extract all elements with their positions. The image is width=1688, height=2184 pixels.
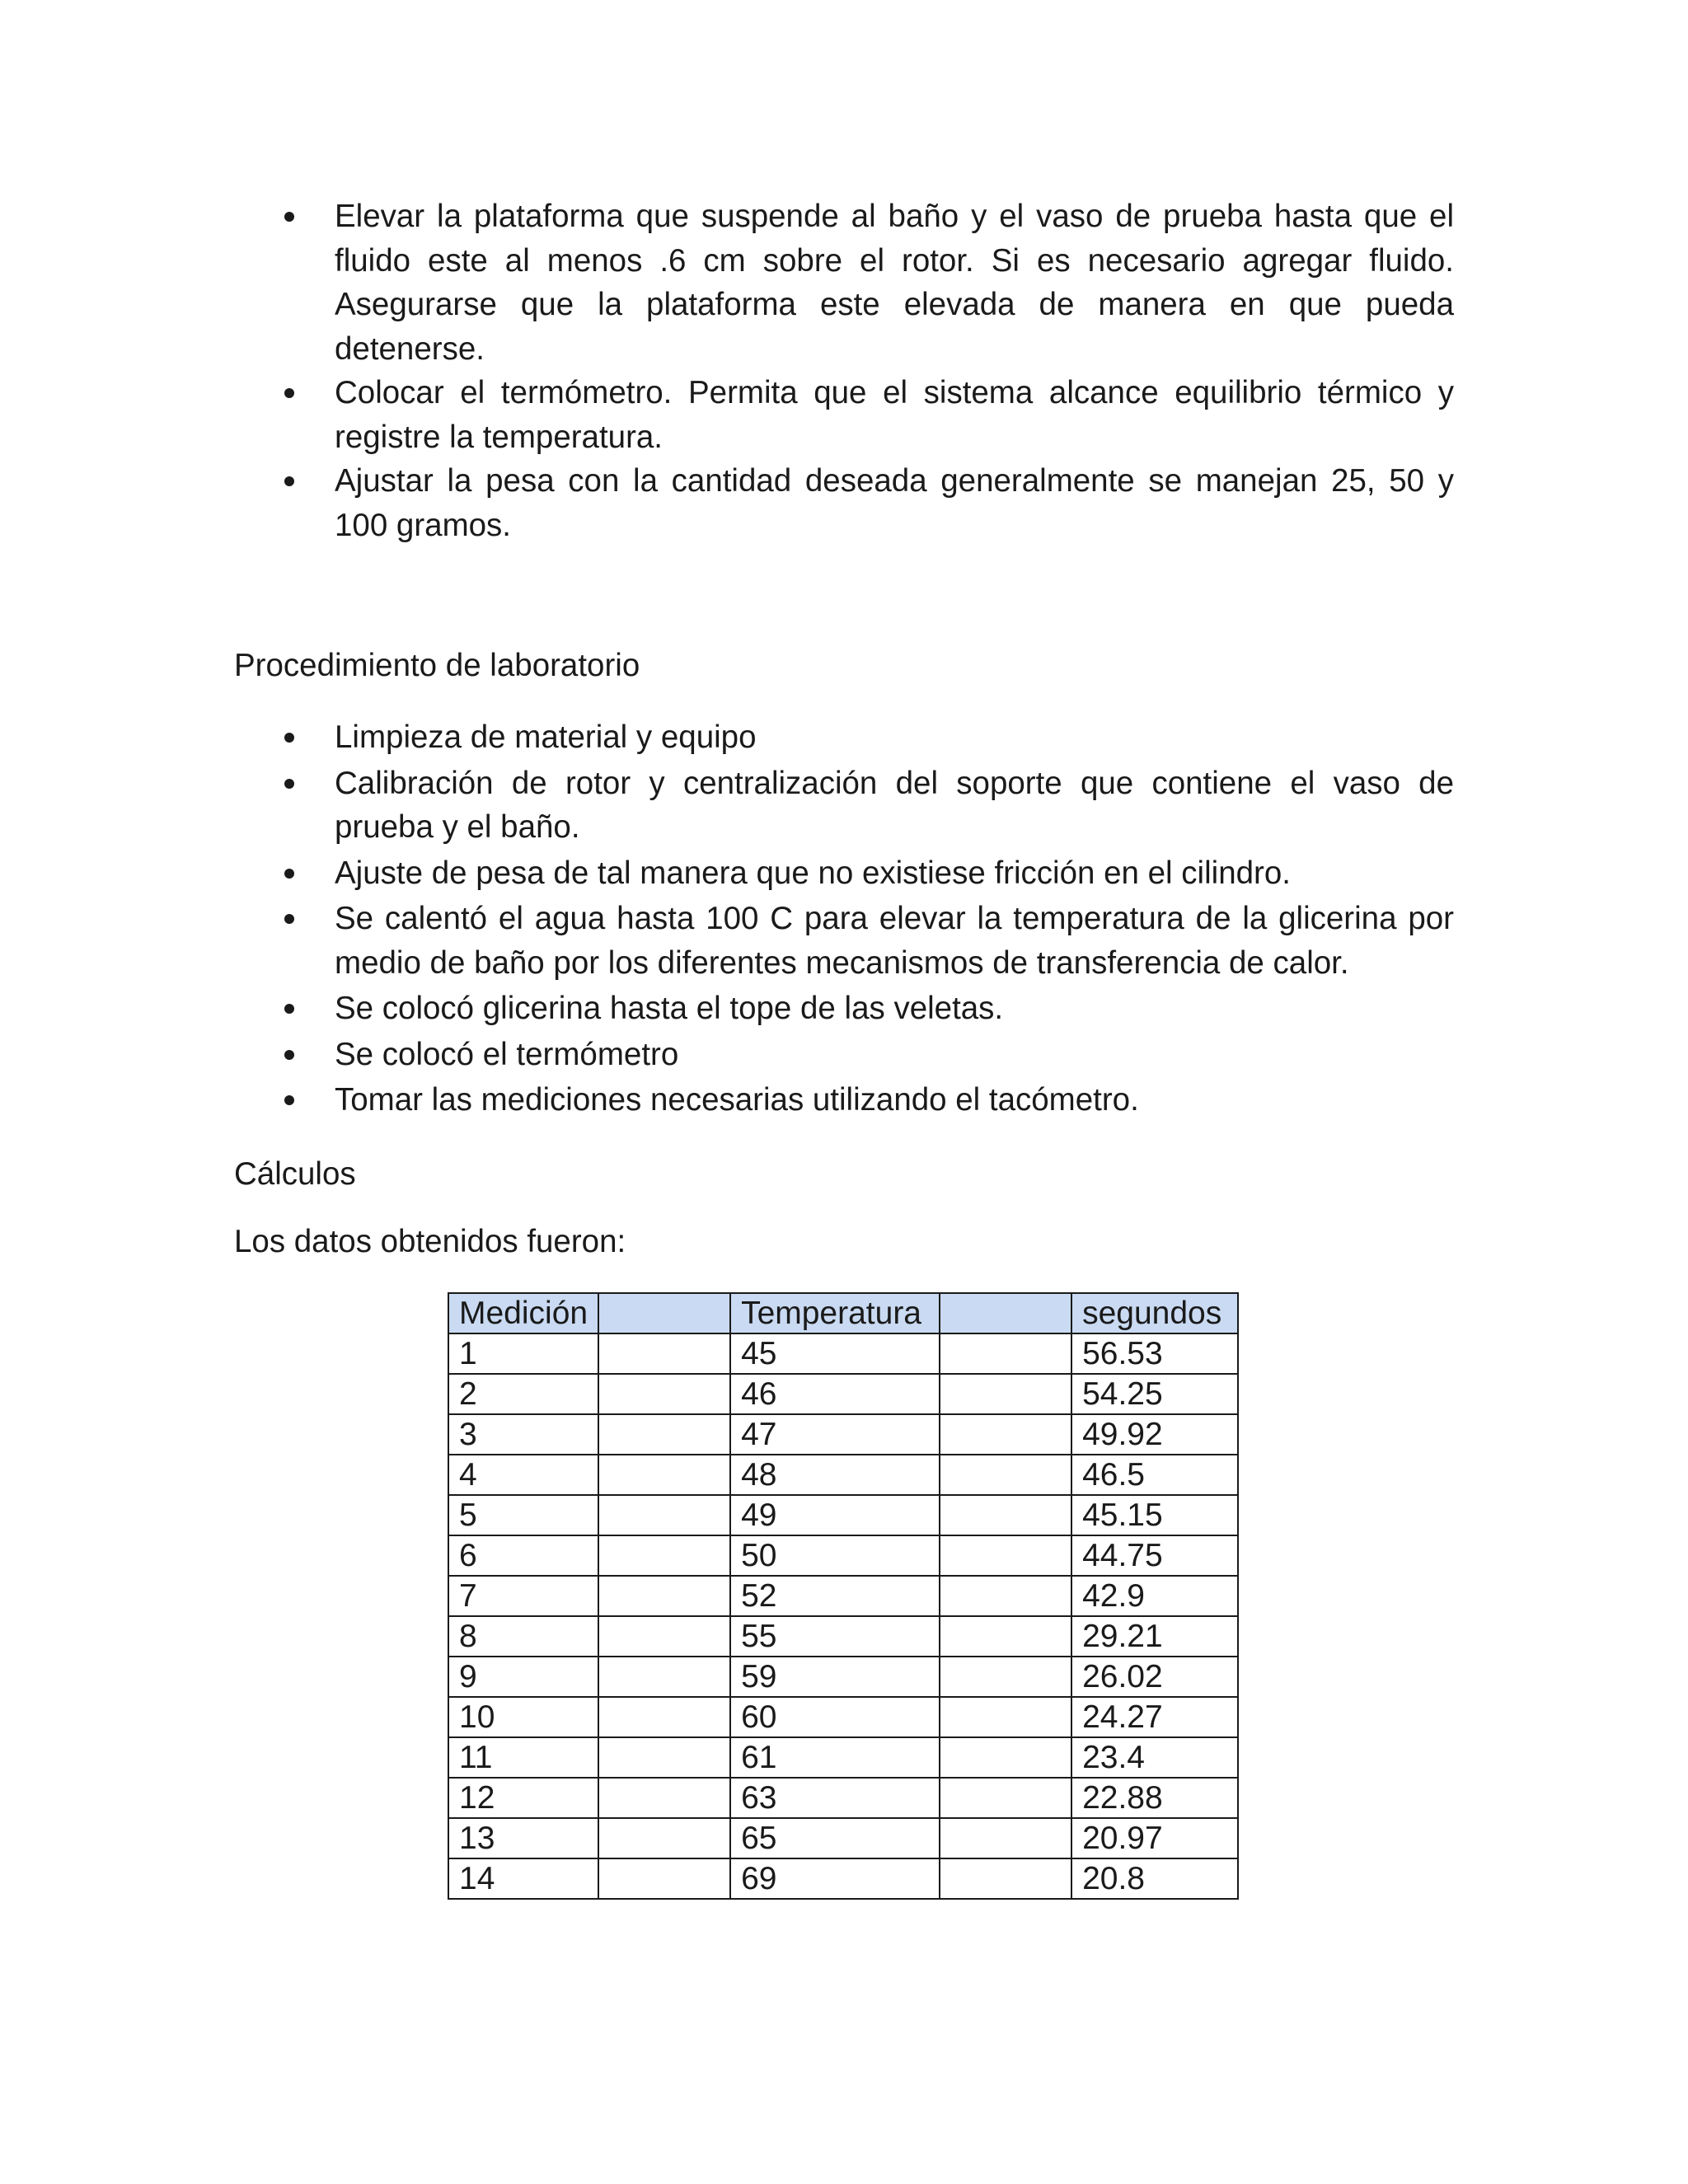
list-item [284, 851, 1454, 896]
cell-temperatura: 49 [730, 1495, 940, 1535]
cell-segundos: 44.75 [1071, 1535, 1238, 1576]
list-item-text: Se colocó el termómetro [335, 1036, 679, 1072]
cell-blank [598, 1616, 730, 1657]
list-item [284, 1078, 1454, 1122]
table-row [448, 1778, 1238, 1818]
header-segundos: segundos [1071, 1293, 1238, 1333]
list-item-text: Ajustar la pesa con la cantidad deseada generalmente se manejan 25, 50 y 100 gramos. [335, 463, 1454, 543]
bullet-icon [284, 914, 294, 924]
cell-medicion: 3 [448, 1414, 598, 1455]
cell-medicion: 11 [448, 1737, 598, 1778]
cell-blank [598, 1576, 730, 1616]
setup-steps-list [284, 194, 1454, 547]
header-blank [940, 1293, 1071, 1333]
bullet-icon [284, 476, 294, 486]
list-item [284, 459, 1454, 547]
cell-segundos: 20.97 [1071, 1818, 1238, 1858]
table-row [448, 1818, 1238, 1858]
cell-segundos: 23.4 [1071, 1737, 1238, 1778]
cell-blank [598, 1414, 730, 1455]
bullet-icon [284, 1095, 294, 1105]
cell-blank [940, 1778, 1071, 1818]
list-item-text: Calibración de rotor y centralización del soporte que contiene el vaso de prueba y el baño. [335, 765, 1454, 845]
cell-medicion: 7 [448, 1576, 598, 1616]
table-row [448, 1333, 1238, 1374]
cell-medicion: 8 [448, 1616, 598, 1657]
list-item [284, 762, 1454, 850]
bullet-icon [284, 733, 294, 743]
header-medicion: Medición [448, 1293, 598, 1333]
cell-temperatura: 59 [730, 1657, 940, 1697]
cell-blank [940, 1414, 1071, 1455]
cell-blank [598, 1778, 730, 1818]
cell-temperatura: 63 [730, 1778, 940, 1818]
cell-blank [598, 1333, 730, 1374]
list-item [284, 897, 1454, 985]
table-row [448, 1374, 1238, 1414]
cell-medicion: 13 [448, 1818, 598, 1858]
cell-temperatura: 52 [730, 1576, 940, 1616]
bullet-icon [284, 1004, 294, 1014]
table-row [448, 1576, 1238, 1616]
cell-segundos: 54.25 [1071, 1374, 1238, 1414]
cell-temperatura: 69 [730, 1858, 940, 1899]
cell-blank [940, 1576, 1071, 1616]
table-row [448, 1535, 1238, 1576]
bullet-icon [284, 1050, 294, 1060]
cell-blank [598, 1455, 730, 1495]
cell-blank [940, 1455, 1071, 1495]
list-item [284, 1033, 1454, 1077]
measurements-table [448, 1292, 1239, 1900]
cell-blank [598, 1657, 730, 1697]
cell-blank [940, 1818, 1071, 1858]
list-item-text: Se colocó glicerina hasta el tope de las veletas. [335, 991, 1004, 1026]
cell-segundos: 46.5 [1071, 1455, 1238, 1495]
cell-temperatura: 65 [730, 1818, 940, 1858]
list-item-text: Se calentó el agua hasta 100 C para elevar la temperatura de la glicerina por medio de baño por los diferentes mecanismos de transferencia de calor. [335, 901, 1454, 981]
cell-blank [598, 1818, 730, 1858]
cell-segundos: 56.53 [1071, 1333, 1238, 1374]
header-temperatura: Temperatura [730, 1293, 940, 1333]
bullet-icon [284, 212, 294, 222]
cell-blank [940, 1495, 1071, 1535]
table-row [448, 1697, 1238, 1737]
cell-blank [940, 1737, 1071, 1778]
table-body [448, 1333, 1238, 1899]
cell-temperatura: 48 [730, 1455, 940, 1495]
cell-segundos: 24.27 [1071, 1697, 1238, 1737]
cell-blank [940, 1374, 1071, 1414]
cell-segundos: 42.9 [1071, 1576, 1238, 1616]
list-item-text: Limpieza de material y equipo [335, 719, 757, 755]
cell-temperatura: 46 [730, 1374, 940, 1414]
calculos-intro: Los datos obtenidos fueron: [234, 1224, 626, 1259]
procedimiento-list [284, 715, 1454, 1124]
procedimiento-heading: Procedimiento de laboratorio [234, 648, 640, 683]
list-item [284, 371, 1454, 459]
list-item-text: Elevar la plataforma que suspende al baño y el vaso de prueba hasta que el fluido este al menos .6 cm sobre el rotor. Si es necesario agregar fluido. Asegurarse que la plataforma este elevada de manera en que pueda detenerse. [335, 199, 1454, 367]
cell-medicion: 4 [448, 1455, 598, 1495]
cell-medicion: 5 [448, 1495, 598, 1535]
table-header-row [448, 1293, 1238, 1333]
cell-temperatura: 60 [730, 1697, 940, 1737]
cell-blank [598, 1535, 730, 1576]
cell-medicion: 6 [448, 1535, 598, 1576]
cell-temperatura: 50 [730, 1535, 940, 1576]
cell-segundos: 22.88 [1071, 1778, 1238, 1818]
cell-blank [940, 1535, 1071, 1576]
cell-segundos: 45.15 [1071, 1495, 1238, 1535]
table-row [448, 1616, 1238, 1657]
list-item [284, 715, 1454, 760]
cell-medicion: 9 [448, 1657, 598, 1697]
bullet-icon [284, 779, 294, 789]
table-row [448, 1455, 1238, 1495]
list-item-text: Ajuste de pesa de tal manera que no existiese fricción en el cilindro. [335, 855, 1291, 891]
bullet-icon [284, 869, 294, 879]
table-row [448, 1495, 1238, 1535]
table-row [448, 1657, 1238, 1697]
cell-blank [940, 1333, 1071, 1374]
cell-blank [598, 1737, 730, 1778]
cell-medicion: 1 [448, 1333, 598, 1374]
cell-temperatura: 61 [730, 1737, 940, 1778]
cell-segundos: 20.8 [1071, 1858, 1238, 1899]
calculos-heading: Cálculos [234, 1156, 356, 1192]
cell-blank [598, 1495, 730, 1535]
cell-blank [598, 1374, 730, 1414]
cell-segundos: 29.21 [1071, 1616, 1238, 1657]
list-item-text: Tomar las mediciones necesarias utilizando el tacómetro. [335, 1082, 1139, 1118]
cell-blank [598, 1697, 730, 1737]
cell-medicion: 10 [448, 1697, 598, 1737]
table-row [448, 1858, 1238, 1899]
cell-segundos: 49.92 [1071, 1414, 1238, 1455]
table-row [448, 1737, 1238, 1778]
header-blank [598, 1293, 730, 1333]
cell-temperatura: 55 [730, 1616, 940, 1657]
list-item [284, 194, 1454, 371]
table-row [448, 1414, 1238, 1455]
cell-blank [940, 1657, 1071, 1697]
cell-temperatura: 47 [730, 1414, 940, 1455]
cell-blank [940, 1616, 1071, 1657]
list-item-text: Colocar el termómetro. Permita que el sistema alcance equilibrio térmico y registre la temperatura. [335, 375, 1454, 455]
cell-temperatura: 45 [730, 1333, 940, 1374]
cell-segundos: 26.02 [1071, 1657, 1238, 1697]
cell-blank [940, 1697, 1071, 1737]
bullet-icon [284, 388, 294, 398]
cell-medicion: 14 [448, 1858, 598, 1899]
list-item [284, 987, 1454, 1031]
cell-medicion: 12 [448, 1778, 598, 1818]
cell-medicion: 2 [448, 1374, 598, 1414]
cell-blank [598, 1858, 730, 1899]
cell-blank [940, 1858, 1071, 1899]
